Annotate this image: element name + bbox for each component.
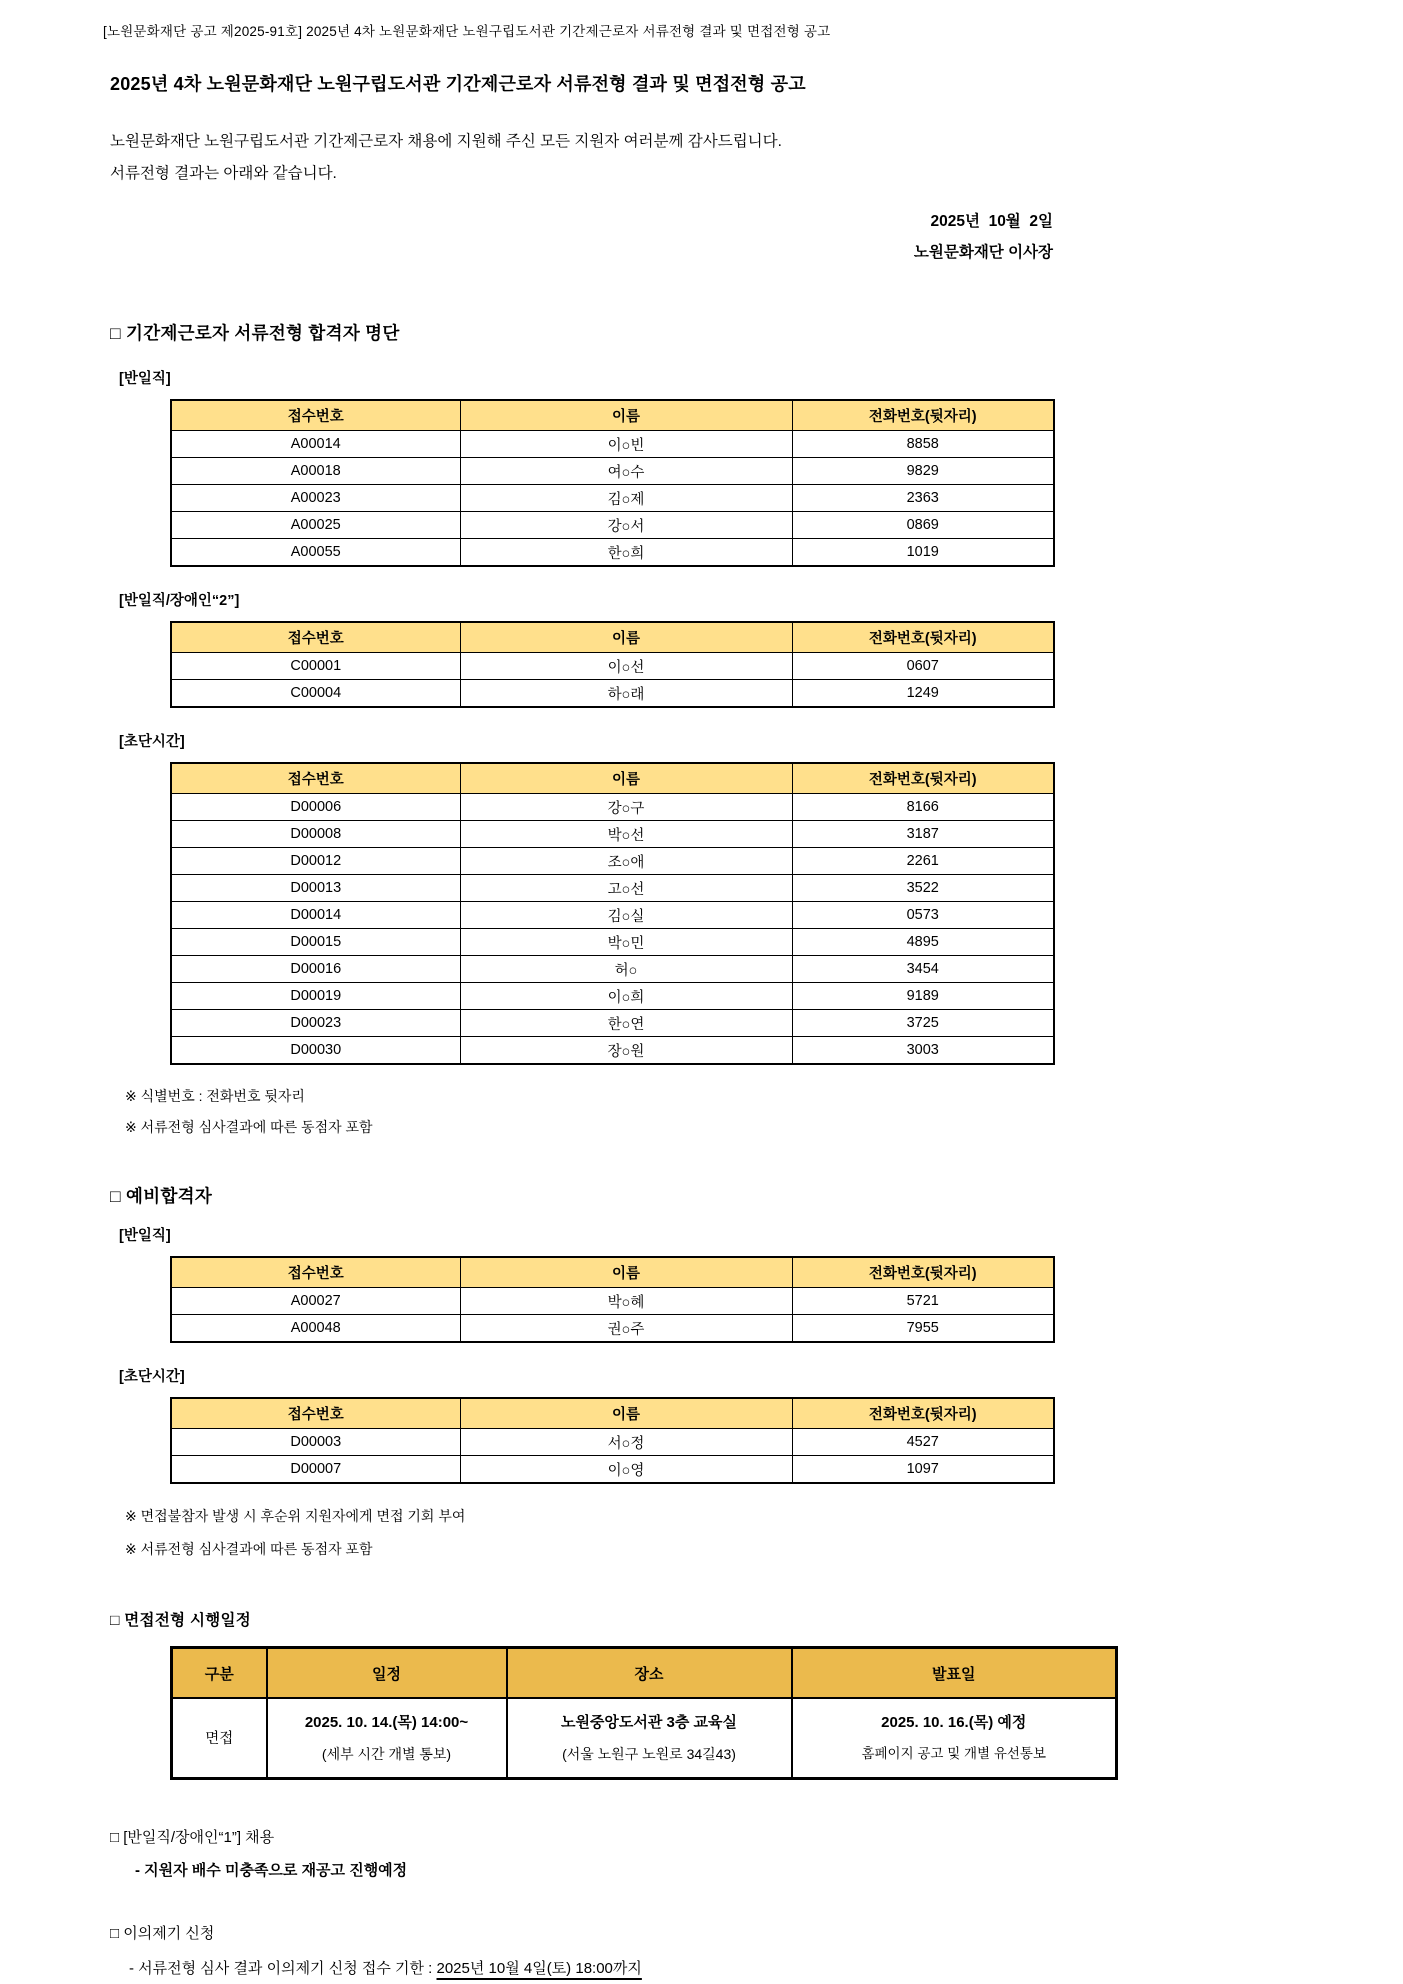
cell-phone: 3187 — [792, 821, 1054, 848]
intro-paragraph — [110, 126, 1300, 190]
cell-application-no: A00048 — [171, 1315, 460, 1343]
table-row — [171, 983, 1054, 1010]
table-row — [171, 956, 1054, 983]
cell-category: 면접 — [172, 1698, 267, 1778]
cell-application-no: D00016 — [171, 956, 460, 983]
cell-application-no: D00006 — [171, 794, 460, 821]
cell-name: 이○선 — [460, 653, 792, 680]
cell-application-no: D00019 — [171, 983, 460, 1010]
section-heading-reserve: □ 예비합격자 — [110, 1186, 213, 1206]
col-header-name: 이름 — [460, 400, 792, 431]
table-header-row — [171, 1257, 1054, 1288]
cell-name: 여○수 — [460, 458, 792, 485]
pass-halfday-table — [170, 399, 1055, 567]
cell-schedule — [267, 1698, 507, 1778]
intro-line-2: 서류전형 결과는 아래와 같습니다. — [110, 165, 337, 182]
note-tie-included: ※ 서류전형 심사결과에 따른 동점자 포함 — [125, 1119, 373, 1135]
table-row — [171, 512, 1054, 539]
cell-announce — [792, 1698, 1117, 1778]
cell-application-no: D00007 — [171, 1456, 460, 1484]
table-row — [171, 1037, 1054, 1065]
document-header-line: [노원문화재단 공고 제2025-91호] 2025년 4차 노원문화재단 노원구립도서관 기간제근로자 서류전형 결과 및 면접전형 공고 — [103, 24, 831, 39]
cell-application-no: D00030 — [171, 1037, 460, 1065]
col-header-application-no: 접수번호 — [171, 763, 460, 794]
cell-name: 박○선 — [460, 821, 792, 848]
table-header-row — [171, 763, 1054, 794]
table-row — [171, 680, 1054, 708]
table-row — [171, 653, 1054, 680]
cell-phone: 4895 — [792, 929, 1054, 956]
cell-application-no: D00013 — [171, 875, 460, 902]
col-header-phone: 전화번호(뒷자리) — [792, 400, 1054, 431]
col-header-category: 구분 — [172, 1648, 267, 1699]
cell-name: 하○래 — [460, 680, 792, 708]
section-heading-pass-list: □ 기간제근로자 서류전형 합격자 명단 — [110, 323, 400, 343]
table-row — [171, 929, 1054, 956]
col-header-application-no: 접수번호 — [171, 1257, 460, 1288]
table-row — [171, 1010, 1054, 1037]
cell-phone: 2363 — [792, 485, 1054, 512]
col-header-phone: 전화번호(뒷자리) — [792, 1257, 1054, 1288]
reserve-notes — [125, 1500, 1300, 1566]
cell-name: 한○연 — [460, 1010, 792, 1037]
reserve-ultrashort-table — [170, 1397, 1055, 1484]
cell-name: 강○구 — [460, 794, 792, 821]
table-row — [171, 1288, 1054, 1315]
pass-ultrashort-table — [170, 762, 1055, 1065]
table-row — [171, 875, 1054, 902]
schedule-sub: (세부 시간 개별 통보) — [321, 1745, 452, 1762]
table-header-row — [171, 1398, 1054, 1429]
cell-name: 강○서 — [460, 512, 792, 539]
cell-phone: 1019 — [792, 539, 1054, 567]
cell-name: 이○빈 — [460, 431, 792, 458]
col-header-name: 이름 — [460, 763, 792, 794]
table-header-row — [171, 400, 1054, 431]
cell-phone: 8166 — [792, 794, 1054, 821]
place-main: 노원중앙도서관 3층 교육실 — [560, 1713, 738, 1731]
col-header-application-no: 접수번호 — [171, 622, 460, 653]
table-row — [171, 821, 1054, 848]
interview-schedule-table — [170, 1646, 1118, 1780]
group-label-halfday-reserve: [반일직] — [119, 1228, 171, 1244]
note-id-number: ※ 식별번호 : 전화번호 뒷자리 — [125, 1088, 305, 1104]
cell-phone: 4527 — [792, 1429, 1054, 1456]
cell-application-no: A00018 — [171, 458, 460, 485]
table-row — [171, 431, 1054, 458]
cell-name: 김○실 — [460, 902, 792, 929]
cell-name: 장○원 — [460, 1037, 792, 1065]
readvertise-detail: - 지원자 배수 미충족으로 재공고 진행예정 — [135, 1861, 408, 1879]
col-header-name: 이름 — [460, 1398, 792, 1429]
group-label-ultrashort-reserve: [초단시간] — [119, 1369, 185, 1385]
cell-name: 조○애 — [460, 848, 792, 875]
col-header-phone: 전화번호(뒷자리) — [792, 622, 1054, 653]
table-row — [171, 539, 1054, 567]
col-header-phone: 전화번호(뒷자리) — [792, 763, 1054, 794]
col-header-schedule: 일정 — [267, 1648, 507, 1699]
cell-application-no: A00025 — [171, 512, 460, 539]
cell-place — [507, 1698, 792, 1778]
cell-application-no: D00012 — [171, 848, 460, 875]
cell-phone: 5721 — [792, 1288, 1054, 1315]
announcement-date: 2025년 10월 2일 — [930, 213, 1053, 230]
cell-name: 박○민 — [460, 929, 792, 956]
cell-phone: 9189 — [792, 983, 1054, 1010]
cell-phone: 9829 — [792, 458, 1054, 485]
cell-name: 서○정 — [460, 1429, 792, 1456]
cell-phone: 0607 — [792, 653, 1054, 680]
section-heading-interview: □ 면접전형 시행일정 — [110, 1612, 252, 1629]
announce-main: 2025. 10. 16.(목) 예정 — [881, 1713, 1027, 1731]
cell-name: 이○영 — [460, 1456, 792, 1484]
cell-phone: 3522 — [792, 875, 1054, 902]
cell-application-no: A00023 — [171, 485, 460, 512]
cell-application-no: A00014 — [171, 431, 460, 458]
table-row — [171, 1456, 1054, 1484]
reserve-halfday-table — [170, 1256, 1055, 1343]
table-header-row — [171, 622, 1054, 653]
cell-name: 고○선 — [460, 875, 792, 902]
cell-name: 한○희 — [460, 539, 792, 567]
cell-phone: 8858 — [792, 431, 1054, 458]
cell-application-no: D00015 — [171, 929, 460, 956]
cell-application-no: D00003 — [171, 1429, 460, 1456]
note-interview-absentee: ※ 면접불참자 발생 시 후순위 지원자에게 면접 기회 부여 — [125, 1508, 466, 1524]
note-tie-included: ※ 서류전형 심사결과에 따른 동점자 포함 — [125, 1541, 373, 1557]
objection-line — [129, 1957, 1300, 1978]
cell-name: 박○혜 — [460, 1288, 792, 1315]
interview-row — [172, 1698, 1117, 1778]
cell-phone: 3725 — [792, 1010, 1054, 1037]
cell-application-no: D00014 — [171, 902, 460, 929]
cell-name: 김○제 — [460, 485, 792, 512]
cell-application-no: A00055 — [171, 539, 460, 567]
pass-notes — [125, 1081, 1300, 1143]
col-header-announce-date: 발표일 — [792, 1648, 1117, 1699]
announce-sub: 홈페이지 공고 및 개별 유선통보 — [861, 1745, 1047, 1761]
group-label-ultrashort: [초단시간] — [119, 734, 185, 750]
cell-application-no: D00008 — [171, 821, 460, 848]
objection-deadline: 2025년 10월 4일(토) 18:00까지 — [436, 1959, 642, 1977]
group-label-halfday-disabled2: [반일직/장애인“2”] — [119, 593, 240, 609]
objection-heading: □ 이의제기 신청 — [110, 1924, 215, 1942]
cell-application-no: C00004 — [171, 680, 460, 708]
group-label-halfday: [반일직] — [119, 371, 171, 387]
cell-phone: 3454 — [792, 956, 1054, 983]
date-signature-block — [103, 206, 1053, 268]
table-row — [171, 848, 1054, 875]
page-title: 2025년 4차 노원문화재단 노원구립도서관 기간제근로자 서류전형 결과 및 면접전형 공고 — [110, 74, 806, 94]
objection-prefix: - 서류전형 심사 결과 이의제기 신청 접수 기한 : — [129, 1959, 437, 1977]
readvertise-heading: □ [반일직/장애인“1”] 채용 — [110, 1828, 275, 1846]
table-header-row — [172, 1648, 1117, 1699]
signer: 노원문화재단 이사장 — [913, 244, 1053, 261]
col-header-place: 장소 — [507, 1648, 792, 1699]
table-row — [171, 458, 1054, 485]
cell-phone: 7955 — [792, 1315, 1054, 1343]
place-sub: (서울 노원구 노원로 34길43) — [562, 1745, 736, 1762]
cell-phone: 0869 — [792, 512, 1054, 539]
table-row — [171, 902, 1054, 929]
table-row — [171, 1429, 1054, 1456]
cell-name: 이○희 — [460, 983, 792, 1010]
table-row — [171, 1315, 1054, 1343]
cell-application-no: A00027 — [171, 1288, 460, 1315]
cell-name: 권○주 — [460, 1315, 792, 1343]
cell-phone: 2261 — [792, 848, 1054, 875]
intro-line-1: 노원문화재단 노원구립도서관 기간제근로자 채용에 지원해 주신 모든 지원자 여러분께 감사드립니다. — [110, 133, 782, 150]
schedule-main: 2025. 10. 14.(목) 14:00~ — [304, 1713, 469, 1731]
col-header-application-no: 접수번호 — [171, 1398, 460, 1429]
pass-halfday-disabled2-table — [170, 621, 1055, 708]
cell-name: 허○ — [460, 956, 792, 983]
cell-phone: 0573 — [792, 902, 1054, 929]
col-header-name: 이름 — [460, 622, 792, 653]
table-row — [171, 794, 1054, 821]
cell-application-no: D00023 — [171, 1010, 460, 1037]
col-header-application-no: 접수번호 — [171, 400, 460, 431]
cell-phone: 1249 — [792, 680, 1054, 708]
col-header-phone: 전화번호(뒷자리) — [792, 1398, 1054, 1429]
table-row — [171, 485, 1054, 512]
cell-phone: 1097 — [792, 1456, 1054, 1484]
col-header-name: 이름 — [460, 1257, 792, 1288]
cell-application-no: C00001 — [171, 653, 460, 680]
cell-phone: 3003 — [792, 1037, 1054, 1065]
